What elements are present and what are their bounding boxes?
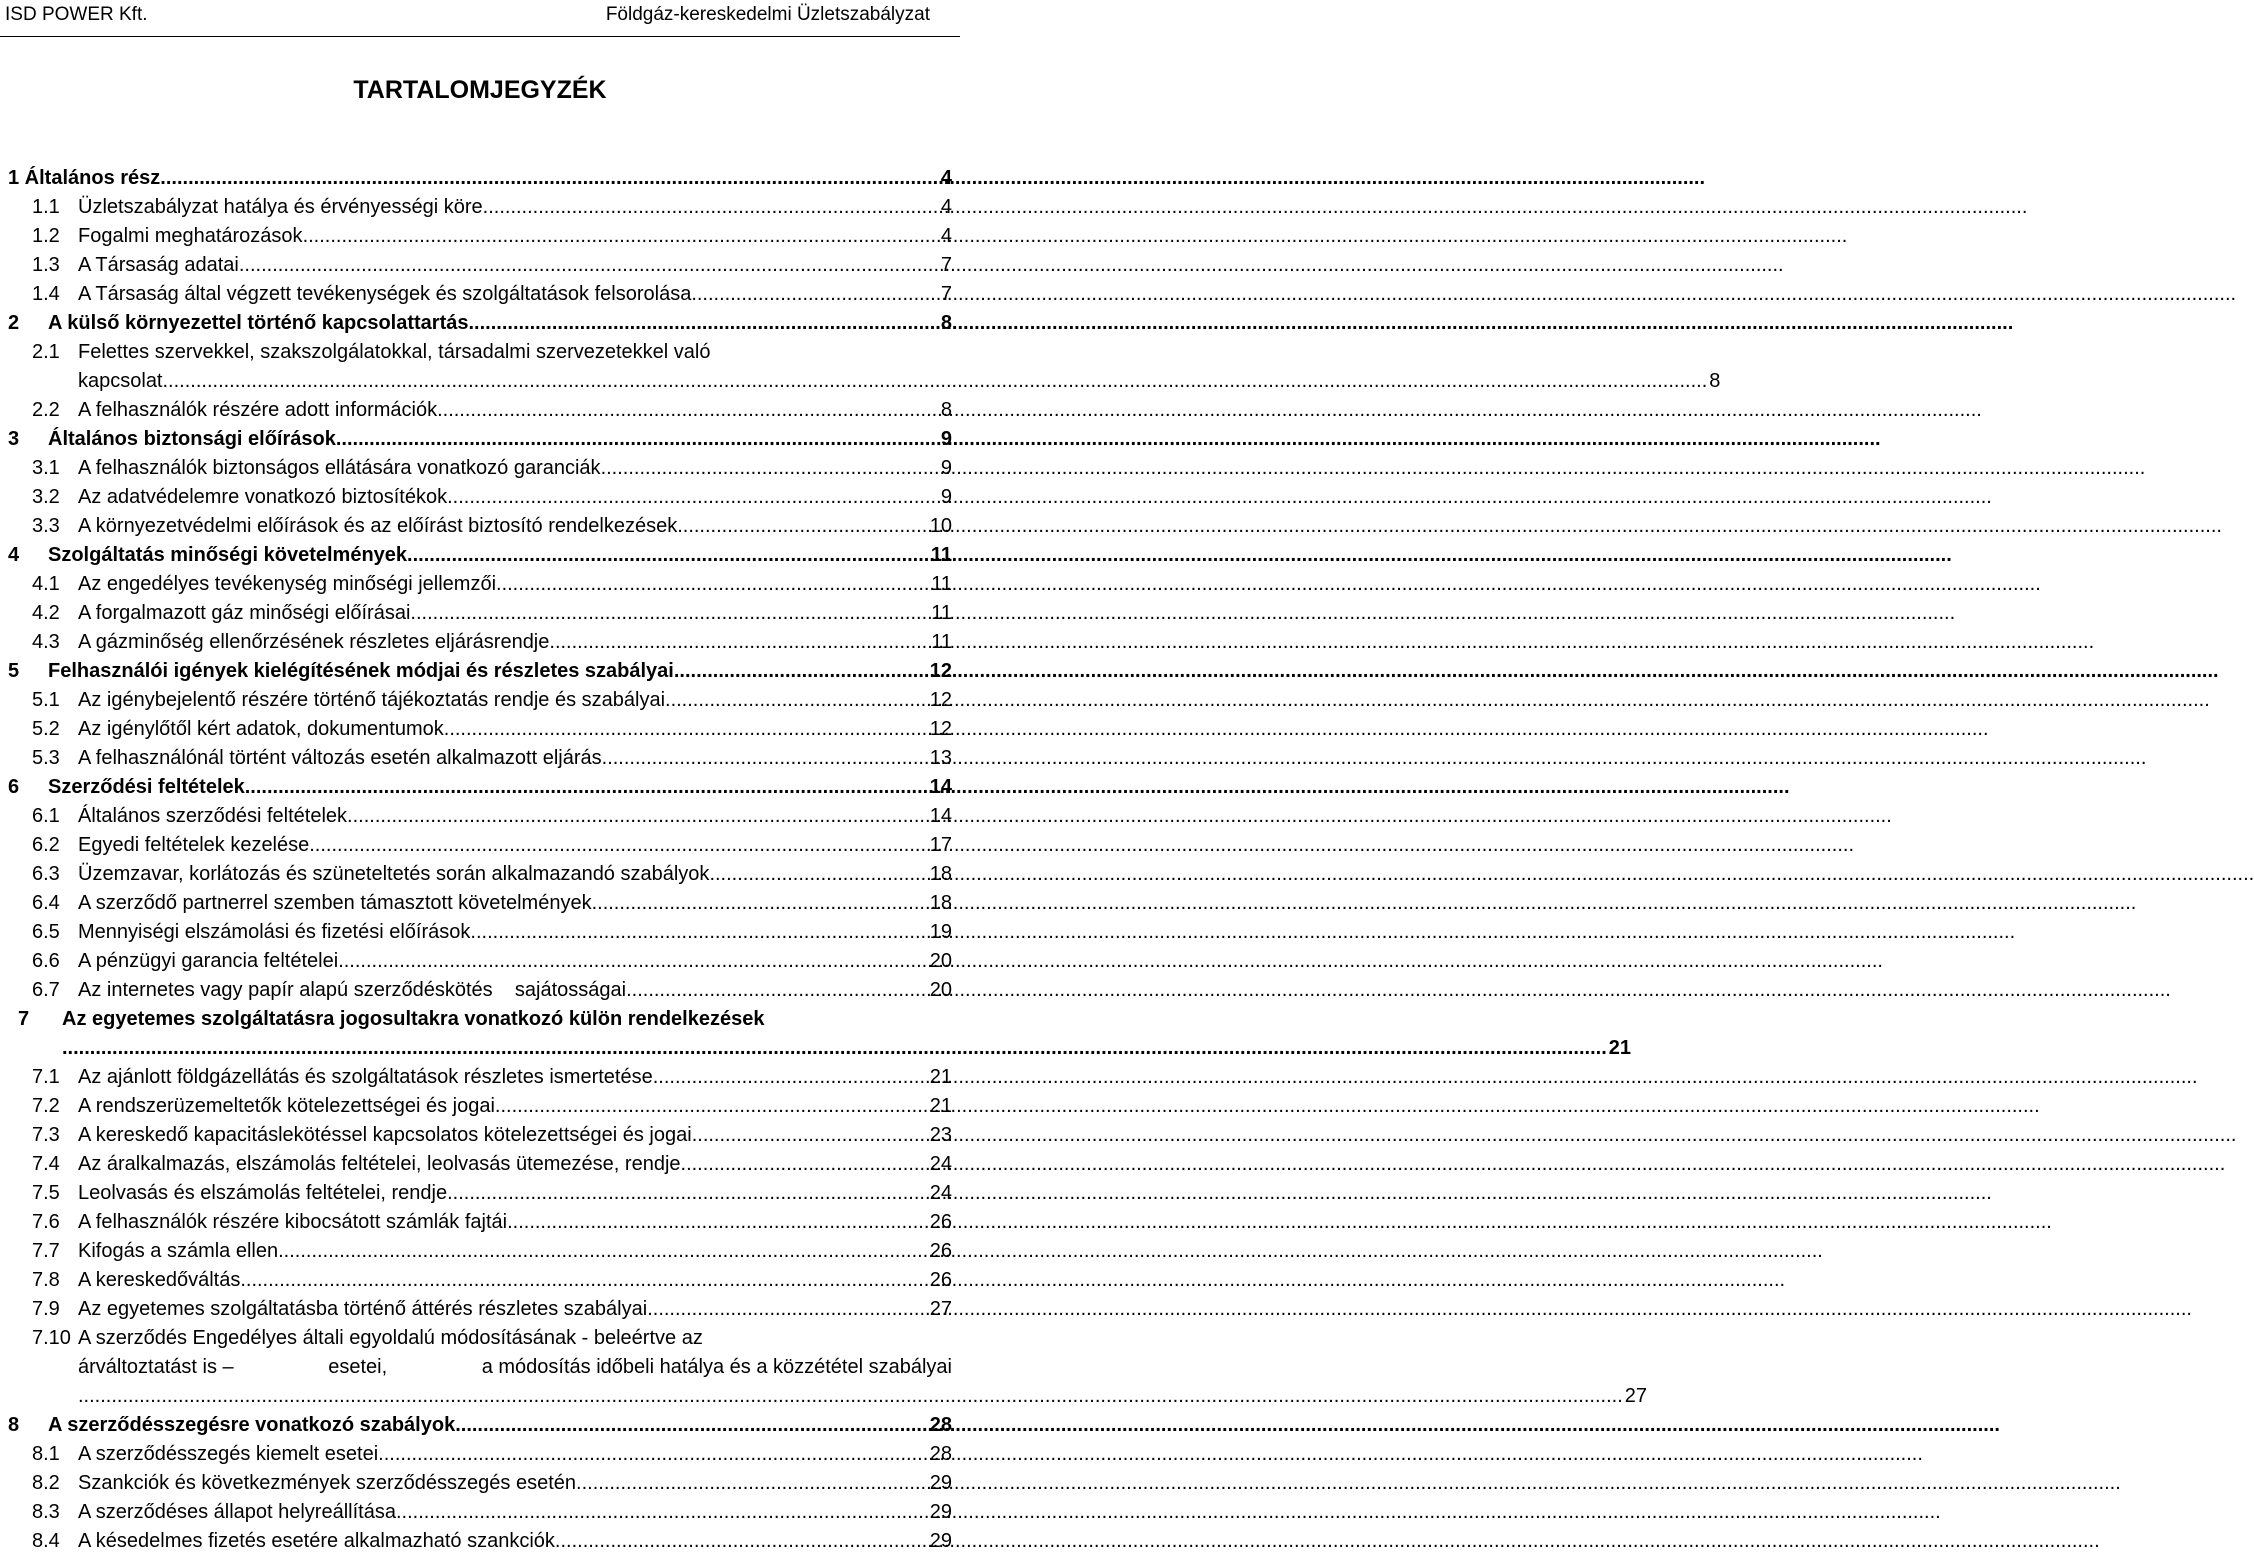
toc-entry-title: A felhasználónál történt változás esetén alkalmazott eljárás [78,747,602,769]
toc-entry[interactable] [0,657,960,686]
toc-leader-dots [495,1092,928,1121]
toc-entry-page: 29 [929,1530,952,1552]
toc-leader-dots [674,657,928,686]
toc-entry-number: 1.2 [32,225,60,247]
toc-entry-title: Fogalmi meghatározások [78,225,303,247]
toc-entry-page: 24 [929,1182,952,1204]
toc-entry-number: 3.3 [32,515,60,537]
toc-entry[interactable] [0,889,960,918]
toc-entry-title: A kereskedőváltás [78,1269,241,1291]
toc-entry-page: 18 [929,892,952,914]
toc-entry-page: 9 [940,457,952,479]
toc-entry[interactable] [0,1266,960,1295]
toc-entry-title: A felhasználók részére adott információk [78,399,438,421]
toc-entry[interactable] [0,599,960,628]
toc-leader-dots [338,947,928,976]
toc-entry-number: 7 [18,1008,30,1030]
toc-entry-title: A külső környezettel történő kapcsolattartás [48,312,469,334]
toc-leader-dots [626,976,928,1005]
toc-leader-dots [677,512,928,541]
toc-entry-title: Egyedi feltételek kezelése [78,834,310,856]
toc-entry-number: 6.6 [32,950,60,972]
toc-entry[interactable] [0,309,960,338]
toc-entry-title: Üzemzavar, korlátozás és szüneteltetés során alkalmazandó szabályok [78,863,710,885]
toc-entry[interactable] [0,1121,960,1150]
toc-leader-dots [336,425,939,454]
toc-entry-title: Az engedélyes tevékenység minőségi jellemzői [78,573,497,595]
toc-entry-line [78,483,952,512]
toc-entry-title: A gázminőség ellenőrzésének részletes eljárásrendje [78,631,550,653]
toc-entry-title: A rendszerüzemeltetők kötelezettségei és jogai [78,1095,495,1117]
toc-entry-number: 6.1 [32,805,60,827]
toc-leader-dots [455,1411,928,1440]
toc-entry-page: 23 [929,1124,952,1146]
toc-entry-line [78,628,952,657]
toc-entry-title: Szerződési feltételek [48,776,245,798]
toc-leader-dots [691,280,939,309]
toc-entry-number: 2 [8,312,20,334]
toc-entry-page: 11 [931,631,952,653]
toc-entry-number: 7.7 [32,1240,60,1262]
toc-entry-line [48,541,952,570]
toc-entry-title: Az egyetemes szolgáltatásba történő áttérés részletes szabályai [78,1298,648,1320]
toc-entry[interactable] [0,1295,960,1324]
toc-entry-line [78,1440,952,1469]
toc-entry-page: 29 [929,1472,952,1494]
toc-entry-number: 6 [8,776,20,798]
toc-entry-number: 7.5 [32,1182,60,1204]
toc-entry-page: 12 [929,718,952,740]
toc-entry-number: 7.10 [32,1327,71,1349]
toc-entry-line [78,396,952,425]
toc-entry-line [48,773,952,802]
toc-leader-dots [78,1382,1623,1411]
toc-entry[interactable] [0,860,960,889]
toc-entry-line [78,222,952,251]
toc-entry-number: 4.3 [32,631,60,653]
toc-entry[interactable] [0,1063,960,1092]
toc-entry-page: 10 [929,515,952,537]
toc-entry-title: A kereskedő kapacitáslekötéssel kapcsolatos kötelezettségei és jogai [78,1124,692,1146]
toc-entry-page: 7 [940,254,952,276]
toc-leader-dots [496,570,929,599]
toc-entry-title: A környezetvédelmi előírások és az előírást biztosító rendelkezések [78,515,678,537]
toc-entry-line [78,744,952,773]
page-header [0,0,960,38]
toc-entry-title: A pénzügyi garancia feltételei [78,950,339,972]
toc-leader-dots [555,1527,928,1556]
toc-entry-number: 1.1 [32,196,60,218]
toc-entry-page: 12 [929,689,952,711]
toc-entry[interactable] [0,193,960,222]
toc-entry-number: 5 [8,660,20,682]
toc-entry[interactable] [0,1092,960,1121]
toc-entry-page: 13 [929,747,952,769]
toc-entry-number: 8.4 [32,1530,60,1552]
toc-entry-title: Általános szerződési feltételek [78,805,348,827]
toc-leader-dots [592,889,928,918]
toc-leader-dots [240,1266,927,1295]
toc-entry-title-part: a módosítás időbeli hatálya és a közzététel szabályai [481,1356,952,1378]
toc-entry[interactable] [0,1324,1647,1411]
toc-entry-page: 20 [929,979,952,1001]
toc-entry-title: Az internetes vagy papír alapú szerződéskötés sajátosságai [78,979,627,1001]
toc-entry-number: 6.2 [32,834,60,856]
toc-entry-line [78,599,952,628]
toc-entry-number: 7.2 [32,1095,60,1117]
toc-entry-number: 6.7 [32,979,60,1001]
toc-entry[interactable] [0,686,960,715]
toc-entry[interactable] [0,396,960,425]
toc-entry-line [78,1527,952,1556]
toc-entry-line [78,976,952,1005]
toc-entry[interactable] [0,1005,1631,1063]
toc-entry-line [78,1498,952,1527]
toc-entry[interactable] [0,164,960,193]
toc-leader-dots [469,309,939,338]
toc-entry-line [78,280,952,309]
toc-entry[interactable] [0,802,960,831]
toc-entry-page: 11 [931,573,952,595]
toc-entry-page: 8 [1709,370,1721,392]
toc-entry-line [78,251,952,280]
toc-entry[interactable] [0,454,960,483]
toc-entry-title: Az áralkalmazás, elszámolás feltételei, leolvasás ütemezése, rendje [78,1153,681,1175]
toc-leader-dots [245,773,928,802]
toc-entry-title: Leolvasás és elszámolás feltételei, rendje [78,1182,448,1204]
toc-entry-page: 8 [940,312,952,334]
toc-entry-page: 26 [929,1211,952,1233]
toc-entry-page: 27 [1624,1385,1647,1407]
toc-entry-title: A késedelmes fizetés esetére alkalmazható szankciók [78,1530,555,1552]
toc-leader-dots [692,1121,928,1150]
toc-entry[interactable] [0,570,960,599]
toc-entry-title: A felhasználók biztonságos ellátására vonatkozó garanciák [78,457,601,479]
toc-entry-page: 24 [929,1153,952,1175]
toc-entry-line [78,1469,952,1498]
toc-entry-title: Szankciók és következmények szerződésszegés esetén [78,1472,577,1494]
toc-leader-dots [410,599,929,628]
toc-entry-line [78,1179,952,1208]
toc-entry-title-cont: kapcsolat [78,370,163,392]
toc-entry[interactable] [0,628,960,657]
toc-leader-dots [437,396,939,425]
toc-entry-page: 8 [940,399,952,421]
toc-entry-title: Általános biztonsági előírások [48,428,336,450]
toc-entry-number: 7.6 [32,1211,60,1233]
toc-entry-title: Kifogás a számla ellen [78,1240,279,1262]
toc-entry[interactable] [0,251,960,280]
toc-leader-dots [602,744,928,773]
toc-entry-number: 3.1 [32,457,60,479]
toc-entry-line [48,425,952,454]
toc-entry-number: 7.1 [32,1066,60,1088]
toc-entry-line [78,512,952,541]
toc-entry-page: 21 [929,1095,952,1117]
toc-entry-title: A forgalmazott gáz minőségi előírásai [78,602,411,624]
toc-entry-number: 4.1 [32,573,60,595]
toc-entry-title: Az igénybejelentő részére történő tájékoztatás rendje és szabályai [78,689,666,711]
toc-entry[interactable] [0,1440,960,1469]
toc-entry-number: 2.1 [32,341,60,363]
toc-entry[interactable] [0,483,960,512]
toc-entry-number: 1.4 [32,283,60,305]
toc-entry[interactable] [0,1208,960,1237]
toc-entry[interactable] [0,1411,960,1440]
toc-entry-page: 14 [929,776,952,798]
toc-leader-dots [665,686,928,715]
toc-leader-dots [507,1208,928,1237]
toc-entry[interactable] [0,1527,960,1556]
toc-entry[interactable] [0,1150,960,1179]
header-rule [0,36,960,37]
toc-entry[interactable] [0,1498,960,1527]
toc-entry-title: A Társaság által végzett tevékenységek és szolgáltatások felsorolása [78,283,692,305]
toc-entry-title: Az igénylőtől kért adatok, dokumentumok [78,718,444,740]
toc-entry-number: 6.4 [32,892,60,914]
toc-entry-line [8,164,952,193]
toc-entry[interactable] [0,1237,960,1266]
toc-entry-title: Felettes szervekkel, szakszolgálatokkal, társadalmi szervezetekkel való [78,341,711,363]
toc-entry-page: 9 [940,486,952,508]
toc-leader-dots [303,222,939,251]
toc-entry[interactable] [0,338,1721,396]
toc-entry[interactable] [0,280,960,309]
toc-entry-number: 4 [8,544,20,566]
toc-entry-page: 20 [929,950,952,972]
toc-leader-dots [653,1063,928,1092]
toc-entry-page: 21 [1608,1037,1631,1059]
toc-entry-title: Az egyetemes szolgáltatásra jogosultakra vonatkozó külön rendelkezések [62,1008,765,1030]
toc-entry-title: A szerződéses állapot helyreállítása [78,1501,396,1523]
toc-entry-number: 1.3 [32,254,60,276]
toc-leader-dots [576,1469,928,1498]
toc-entry-number: 5.3 [32,747,60,769]
toc-entry[interactable] [0,1179,960,1208]
toc-leader-dots [447,483,939,512]
toc-entry-title: 1 Általános rész [8,167,161,189]
toc-leader-dots [396,1498,928,1527]
toc-entry-page: 4 [940,196,952,218]
toc-entry-line [48,309,952,338]
toc-entry[interactable] [0,425,960,454]
toc-entry-number: 7.3 [32,1124,60,1146]
toc-leader-dots [309,831,928,860]
toc-entry-number: 3.2 [32,486,60,508]
toc-entry-line [78,918,952,947]
toc-entry-title-part: esetei, [328,1356,388,1378]
toc-entry-page: 26 [929,1269,952,1291]
toc-entry[interactable] [0,512,960,541]
toc-leader-dots [347,802,928,831]
toc-entry[interactable] [0,918,960,947]
toc-entry-title-part: árváltoztatást is – [78,1356,234,1378]
toc-entry-line [78,454,952,483]
toc-entry-number: 5.1 [32,689,60,711]
toc-leader-dots [681,1150,928,1179]
toc-entry-line [78,1063,952,1092]
toc-entry-number: 3 [8,428,20,450]
page-title: TARTALOMJEGYZÉK [353,76,607,104]
toc-leader-dots [444,715,928,744]
toc-entry-line [78,831,952,860]
toc-entry-number: 4.2 [32,602,60,624]
toc-entry-page: 9 [940,428,952,450]
toc-entry-page: 4 [940,225,952,247]
table-of-contents [0,164,1721,1556]
toc-entry-line [78,1295,952,1324]
toc-entry[interactable] [0,541,960,570]
toc-entry-title: Szolgáltatás minőségi követelmények [48,544,408,566]
toc-entry-page: 11 [931,602,952,624]
toc-entry-page: 14 [929,805,952,827]
toc-entry-page: 12 [929,660,952,682]
toc-entry-line [78,570,952,599]
toc-leader-dots [647,1295,928,1324]
toc-entry-page: 11 [930,544,952,566]
toc-entry-line [78,686,952,715]
toc-entry-title: Felhasználói igények kielégítésének módjai és részletes szabályai [48,660,674,682]
toc-entry-number: 8 [8,1414,20,1436]
toc-entry-line [78,1266,952,1295]
toc-leader-dots [160,164,939,193]
toc-entry-title: Az ajánlott földgázellátás és szolgáltatások részletes ismertetése [78,1066,653,1088]
toc-entry-title: A szerződésszegés kiemelt esetei [78,1443,379,1465]
toc-entry-page: 28 [929,1414,952,1436]
toc-entry-title: Üzletszabályzat hatálya és érvényességi köre [78,196,483,218]
toc-entry-number: 5.2 [32,718,60,740]
toc-entry[interactable] [0,744,960,773]
toc-leader-dots [239,251,939,280]
toc-entry[interactable] [0,831,960,860]
toc-entry-page: 17 [929,834,952,856]
toc-entry-page: 29 [929,1501,952,1523]
toc-leader-dots [378,1440,928,1469]
toc-leader-dots [62,1034,1607,1063]
toc-entry-line [48,657,952,686]
toc-entry-title: Mennyiségi elszámolási és fizetési előírások [78,921,471,943]
toc-entry-page: 18 [929,863,952,885]
toc-entry-title: A felhasználók részére kibocsátott számlák fajtái [78,1211,508,1233]
toc-leader-dots [163,367,1708,396]
toc-entry-line [78,860,952,889]
toc-entry-page: 28 [929,1443,952,1465]
toc-entry-page: 19 [929,921,952,943]
toc-entry[interactable] [0,976,960,1005]
toc-leader-dots [278,1237,928,1266]
header-document-title: Földgáz-kereskedelmi Üzletszabályzat [605,4,930,25]
toc-entry-page: 4 [940,167,952,189]
toc-entry-number: 7.8 [32,1269,60,1291]
toc-entry-line [48,1411,952,1440]
toc-entry-line [78,193,952,222]
header-company: ISD POWER Kft. [5,4,148,25]
toc-entry-page: 26 [929,1240,952,1262]
toc-entry-line [78,947,952,976]
toc-entry-line [78,1150,952,1179]
toc-leader-dots [601,454,939,483]
toc-entry[interactable] [0,715,960,744]
toc-entry-number: 6.5 [32,921,60,943]
toc-entry-number: 2.2 [32,399,60,421]
toc-leader-dots [447,1179,928,1208]
toc-entry-title: A szerződő partnerrel szemben támasztott követelmények [78,892,592,914]
toc-entry-number: 8.3 [32,1501,60,1523]
toc-entry-line [78,1208,952,1237]
toc-entry-page: 21 [929,1066,952,1088]
toc-leader-dots [549,628,929,657]
toc-entry-title: A szerződésszegésre vonatkozó szabályok [48,1414,456,1436]
toc-entry-number: 6.3 [32,863,60,885]
toc-leader-dots [709,860,927,889]
toc-entry-page: 27 [929,1298,952,1320]
toc-entry-title: Az adatvédelemre vonatkozó biztosítékok [78,486,448,508]
toc-entry-line [78,715,952,744]
toc-leader-dots [483,193,939,222]
toc-entry[interactable] [0,773,960,802]
toc-entry-line [78,1382,1647,1411]
toc-entry[interactable] [0,222,960,251]
toc-entry-title-cont [78,1353,952,1382]
toc-entry-line [78,1092,952,1121]
toc-entry-page: 7 [940,283,952,305]
toc-leader-dots [470,918,927,947]
toc-entry-number: 7.4 [32,1153,60,1175]
toc-leader-dots [407,541,929,570]
toc-entry-line [78,367,1721,396]
toc-entry[interactable] [0,947,960,976]
toc-entry-number: 8.2 [32,1472,60,1494]
toc-entry-line [78,889,952,918]
toc-entry-title: A Társaság adatai [78,254,239,276]
toc-entry-line [78,802,952,831]
toc-entry-number: 8.1 [32,1443,60,1465]
toc-entry-number: 7.9 [32,1298,60,1320]
toc-entry-line [62,1034,1631,1063]
toc-entry-line [78,1237,952,1266]
toc-entry-title: A szerződés Engedélyes általi egyoldalú módosításának - beleértve az [78,1327,703,1349]
toc-entry-line [78,1121,952,1150]
toc-entry[interactable] [0,1469,960,1498]
